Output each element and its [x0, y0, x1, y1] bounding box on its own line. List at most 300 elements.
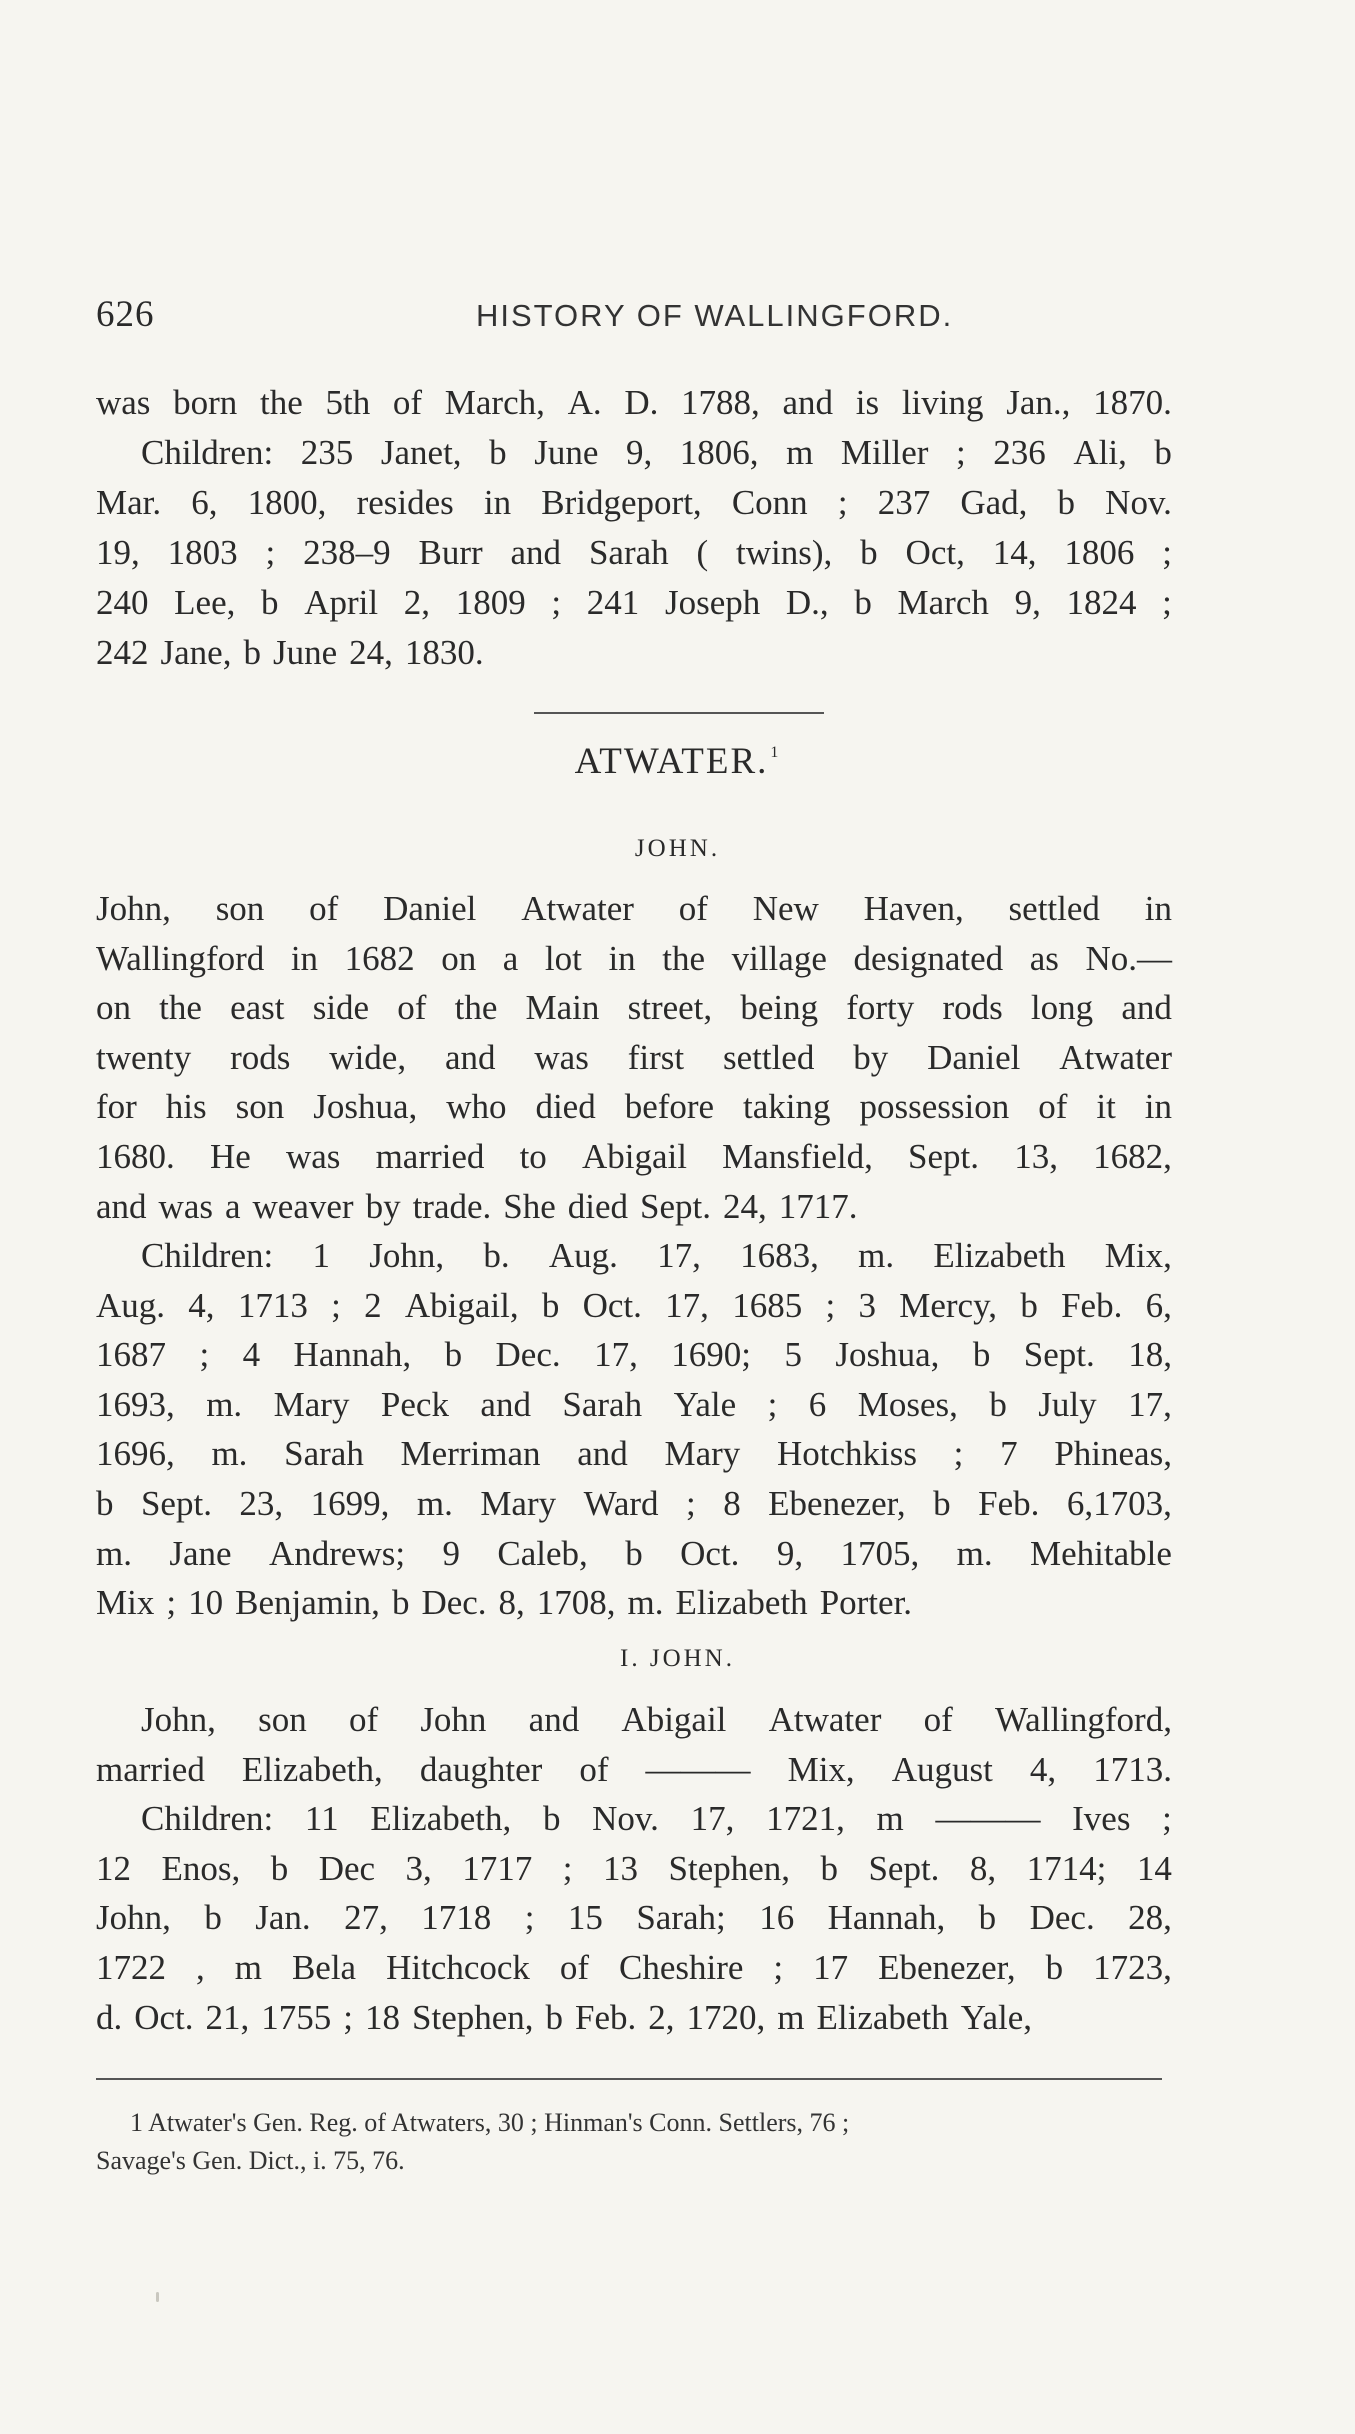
word: and	[444, 1037, 496, 1077]
word: of	[309, 889, 339, 928]
word: rods	[942, 988, 1003, 1028]
text-line	[96, 1695, 1172, 1745]
word: Gad,	[960, 483, 1028, 522]
word: 17,	[1128, 1384, 1172, 1424]
word: in	[1144, 889, 1172, 928]
word: 1713.	[1093, 1749, 1172, 1789]
word: 1720,	[686, 1997, 766, 2037]
word: Oct,	[905, 533, 965, 572]
word: was	[96, 383, 151, 422]
page-number: 626	[96, 294, 155, 335]
word: and	[96, 1186, 147, 1226]
word: 17,	[594, 1335, 638, 1375]
word: ;	[343, 1997, 354, 2037]
word: March	[897, 583, 989, 622]
word: Wallingford	[96, 938, 265, 978]
word: Ali,	[1073, 433, 1127, 472]
word: Ward	[583, 1483, 659, 1523]
word: ———	[645, 1749, 751, 1789]
word: b.	[483, 1236, 510, 1275]
word: 1806,	[679, 433, 759, 472]
word: July	[1038, 1384, 1097, 1424]
word: 1721,	[766, 1799, 845, 1839]
word: was	[534, 1037, 589, 1077]
word: of	[392, 383, 423, 422]
word: b	[1020, 1285, 1038, 1325]
word: Porter.	[819, 1583, 913, 1623]
word: Sarah	[284, 1434, 364, 1474]
word: m	[777, 1997, 805, 2037]
word: before	[624, 1087, 715, 1127]
word: m.	[211, 1434, 248, 1474]
word: Atwater	[768, 1700, 882, 1739]
word: Jan.,	[1006, 383, 1071, 422]
word: b	[1045, 1947, 1064, 1987]
word: Daniel	[927, 1037, 1021, 1077]
word: Feb.	[1061, 1285, 1123, 1325]
word: 240	[96, 583, 149, 622]
word: Peck	[380, 1384, 449, 1424]
word: 2,	[403, 583, 431, 622]
subheading-john: JOHN.	[634, 835, 721, 862]
text-line	[96, 1082, 1172, 1132]
word: Bridgeport,	[541, 483, 702, 522]
word: the	[454, 988, 498, 1028]
word: rods	[230, 1037, 291, 1077]
word: Cheshire	[619, 1947, 744, 1987]
text-line	[96, 578, 1172, 628]
word: b	[820, 1848, 838, 1888]
word: long	[1030, 988, 1094, 1028]
paragraph-i-john	[96, 1695, 1172, 2042]
word: street,	[627, 988, 713, 1028]
word: 8,	[969, 1848, 997, 1888]
word: possession	[859, 1087, 1010, 1127]
word: Joseph	[664, 583, 761, 622]
word: June	[272, 633, 338, 672]
word: 1806	[1064, 533, 1135, 572]
word: wide,	[329, 1037, 407, 1077]
word: 9,	[625, 433, 653, 472]
word: b	[541, 1285, 560, 1325]
word: ,	[195, 1947, 205, 1987]
word: Burr	[418, 533, 483, 572]
paragraph-john	[96, 884, 1172, 1231]
word: 11	[304, 1799, 339, 1839]
footnote-line: Savage's Gen. Dict., i. 75, 76.	[96, 2146, 405, 2175]
word: ;	[551, 583, 562, 622]
word: ;	[685, 1483, 696, 1523]
word: resides	[356, 483, 454, 522]
word: 1718	[421, 1898, 492, 1938]
word: Elizabeth,	[370, 1799, 512, 1839]
text-line	[96, 884, 1172, 934]
word: of	[923, 1700, 953, 1739]
word: Atwater	[521, 889, 634, 928]
text-line	[96, 1330, 1172, 1380]
word: 1708,	[536, 1583, 616, 1623]
footnote-line: 1 Atwater's Gen. Reg. of Atwaters, 30 ; Hinman's Conn. Settlers, 76 ;	[130, 2108, 850, 2137]
word: Sarah	[588, 533, 669, 572]
word: ;	[1162, 1799, 1172, 1839]
word: March,	[444, 383, 545, 422]
word: Children:	[141, 1236, 274, 1275]
text-line	[96, 1380, 1172, 1430]
word: Elizabeth	[675, 1583, 808, 1623]
word: Feb.	[978, 1483, 1040, 1523]
word: Dec	[318, 1848, 376, 1888]
word: 9,	[1014, 583, 1041, 622]
word: 1699,	[310, 1483, 390, 1523]
word: 1693,	[96, 1384, 175, 1424]
word: 1696,	[96, 1434, 175, 1474]
word: 1714;	[1026, 1848, 1107, 1888]
word: Hannah,	[827, 1898, 946, 1938]
word: is	[855, 383, 880, 422]
word: A.	[567, 383, 602, 422]
word: Ives	[1072, 1799, 1131, 1839]
word: of	[348, 1700, 379, 1739]
text-line	[96, 1033, 1172, 1083]
word: 7	[1000, 1434, 1018, 1474]
word: living	[901, 383, 984, 422]
word: Main	[525, 988, 600, 1028]
word: Abigail,	[404, 1285, 519, 1325]
word: by	[853, 1037, 889, 1077]
word: Haven,	[863, 889, 964, 928]
word: 8,	[498, 1583, 525, 1623]
word: weaver	[252, 1186, 354, 1226]
word: 1705,	[840, 1533, 920, 1573]
word: settled	[1008, 889, 1100, 928]
word: Joshua,	[835, 1335, 940, 1375]
word: 17,	[657, 1236, 701, 1275]
word: He	[209, 1136, 251, 1176]
word: as	[1029, 938, 1059, 978]
word: Oct.	[582, 1285, 642, 1325]
word: 235	[300, 433, 354, 472]
word: Yale	[673, 1384, 737, 1424]
word: Phineas,	[1054, 1434, 1172, 1474]
word: Sarah;	[636, 1898, 726, 1938]
word: b	[96, 1483, 114, 1523]
word: 1680.	[96, 1136, 175, 1176]
word: ;	[265, 533, 276, 572]
word: Yale,	[960, 1997, 1033, 2037]
word: 17,	[665, 1285, 709, 1325]
word: Sarah	[562, 1384, 643, 1424]
word: b	[1057, 483, 1076, 522]
word: a	[502, 938, 519, 978]
word: b	[1154, 433, 1172, 472]
word: Hitchcock	[386, 1947, 530, 1987]
word: ;	[562, 1848, 573, 1888]
word: 16	[759, 1898, 795, 1938]
word: 1803	[167, 533, 238, 572]
word: b	[854, 583, 872, 622]
word: Benjamin,	[235, 1583, 380, 1623]
word: son	[235, 1087, 285, 1127]
word: village	[731, 938, 827, 978]
word: b	[270, 1848, 289, 1888]
word: 9,	[776, 1533, 804, 1573]
word: 242	[96, 633, 149, 672]
word: August	[891, 1749, 993, 1789]
word: 237	[877, 483, 931, 522]
text-line	[96, 428, 1172, 478]
word: b	[542, 1799, 561, 1839]
text-line	[96, 628, 1172, 678]
paper-speck	[156, 2292, 159, 2302]
word: Children:	[141, 433, 274, 472]
word: east	[230, 988, 285, 1028]
word: 6,	[1145, 1285, 1172, 1325]
text-line	[96, 1893, 1172, 1943]
word: and	[577, 1434, 628, 1474]
text-line	[96, 1529, 1172, 1579]
word: 10	[188, 1583, 224, 1623]
word: of	[678, 889, 708, 928]
word: first	[627, 1037, 685, 1077]
word: 17	[813, 1947, 849, 1987]
word: 4	[242, 1335, 261, 1375]
word: to	[519, 1136, 547, 1176]
word: ;	[166, 1583, 177, 1623]
word: ;	[767, 1384, 778, 1424]
word: 8	[723, 1483, 741, 1523]
word: Jane,	[160, 633, 232, 672]
word: 1682,	[1093, 1136, 1172, 1176]
word: Mercy,	[899, 1285, 998, 1325]
word: twenty	[96, 1037, 192, 1077]
word: She	[503, 1186, 556, 1226]
word: m.	[858, 1236, 895, 1275]
word: John,	[369, 1236, 445, 1275]
word: 17,	[690, 1799, 735, 1839]
word: was	[285, 1136, 341, 1176]
word: m	[786, 433, 814, 472]
text-line	[96, 1281, 1172, 1331]
word: ;	[1162, 583, 1172, 622]
word: Stephen,	[412, 1997, 534, 2037]
word: Mix,	[1104, 1236, 1172, 1275]
word: 1788,	[681, 383, 760, 422]
word: b	[261, 583, 279, 622]
section-title	[0, 740, 1355, 783]
footnote	[96, 2104, 1156, 2180]
word: married	[375, 1136, 485, 1176]
word: Bela	[291, 1947, 357, 1987]
word: 4,	[188, 1285, 215, 1325]
text-line	[96, 1943, 1172, 1993]
word: 5th	[325, 383, 371, 422]
word: Mix	[96, 1583, 155, 1623]
word: Elizabeth,	[241, 1749, 383, 1789]
word: Moses,	[857, 1384, 958, 1424]
word: son	[215, 889, 265, 928]
text-line	[96, 1231, 1172, 1281]
word: No.—	[1085, 938, 1172, 978]
word: 1830.	[404, 633, 484, 672]
word: in	[608, 938, 636, 978]
word: 1713	[237, 1285, 308, 1325]
word: b	[391, 1583, 410, 1623]
word: 23,	[239, 1483, 284, 1523]
word: in	[483, 483, 512, 522]
word: ;	[953, 1434, 964, 1474]
word: 4,	[1029, 1749, 1057, 1789]
word: Enos,	[161, 1848, 241, 1888]
word: 18,	[1128, 1335, 1172, 1375]
footnote-marker: 1	[770, 744, 781, 761]
word: Aug.	[548, 1236, 618, 1275]
word: b	[933, 1483, 951, 1523]
word: Abigail	[621, 1700, 727, 1739]
word: Mary	[480, 1483, 557, 1523]
word: Miller	[840, 433, 929, 472]
word: 3	[858, 1285, 876, 1325]
word: ;	[1162, 533, 1172, 572]
word: for	[96, 1087, 137, 1127]
word: 6,	[191, 483, 218, 522]
word: b	[489, 433, 507, 472]
word: April	[304, 583, 379, 622]
word: Atwater	[1059, 1037, 1172, 1077]
text-line	[96, 1993, 1172, 2043]
word: a	[224, 1186, 241, 1226]
word: Mansfield,	[722, 1136, 873, 1176]
paragraph-children	[96, 1231, 1172, 1628]
word: daughter	[419, 1749, 543, 1789]
word: Oct.	[680, 1533, 740, 1573]
text-line	[96, 1182, 1172, 1232]
word: 1722	[96, 1947, 166, 1987]
text-line	[96, 1429, 1172, 1479]
word: m.	[206, 1384, 243, 1424]
word: John	[420, 1700, 487, 1739]
section-title-text: ATWATER.	[574, 741, 769, 782]
word: 12	[96, 1848, 131, 1888]
word: b	[978, 1898, 997, 1938]
word: Caleb,	[497, 1533, 588, 1573]
word: 2	[364, 1285, 382, 1325]
word: b	[444, 1335, 463, 1375]
word: b	[972, 1335, 991, 1375]
word: 3,	[405, 1848, 432, 1888]
word: Nov.	[592, 1799, 659, 1839]
text-line	[96, 934, 1172, 984]
word: and	[480, 1384, 531, 1424]
word: Andrews;	[269, 1533, 406, 1573]
word: 28,	[1128, 1898, 1172, 1938]
footnote-divider	[96, 2078, 1162, 2080]
word: 1717.	[778, 1186, 858, 1226]
word: 27,	[344, 1898, 388, 1938]
text-line	[96, 378, 1172, 428]
word: Sept.	[868, 1848, 940, 1888]
section-divider	[534, 712, 824, 714]
word: trade.	[412, 1186, 492, 1226]
word: 2,	[648, 1997, 675, 2037]
word: ;	[331, 1285, 341, 1325]
word: Dec.	[495, 1335, 561, 1375]
word: on	[441, 938, 477, 978]
word: being	[740, 988, 819, 1028]
word: ;	[955, 433, 966, 472]
word: 1755	[261, 1997, 332, 2037]
word: forty	[846, 988, 915, 1028]
word: Feb.	[575, 1997, 637, 2037]
word: Oct.	[134, 1997, 194, 2037]
word: Mix,	[787, 1749, 855, 1789]
word: m	[234, 1947, 262, 1987]
word: Ebenezer,	[878, 1947, 1016, 1987]
word: 19,	[96, 533, 140, 572]
word: Mary	[273, 1384, 350, 1424]
word: Mary	[664, 1434, 741, 1474]
word: John,	[96, 889, 171, 928]
word: John,	[141, 1700, 216, 1739]
word: 14	[1136, 1848, 1172, 1888]
word: Hotchkiss	[776, 1434, 917, 1474]
word: 1	[312, 1236, 330, 1275]
word: son	[258, 1700, 307, 1739]
word: 1800,	[247, 483, 327, 522]
word: 241	[586, 583, 640, 622]
word: born	[173, 383, 238, 422]
word: June	[534, 433, 599, 472]
word: Joshua,	[313, 1087, 418, 1127]
word: married	[96, 1749, 205, 1789]
word: b	[860, 533, 878, 572]
word: in	[290, 938, 319, 978]
word: Children:	[141, 1799, 274, 1839]
text-line	[96, 1132, 1172, 1182]
word: Sept.	[140, 1483, 212, 1523]
word: 24,	[349, 633, 393, 672]
word: (	[696, 533, 709, 572]
text-line	[96, 1578, 1172, 1628]
word: b	[243, 633, 261, 672]
word: 6	[808, 1384, 827, 1424]
word: Jan.	[255, 1898, 311, 1938]
text-line	[96, 1745, 1172, 1795]
word: Elizabeth	[816, 1997, 949, 2037]
word: 1723,	[1093, 1947, 1172, 1987]
word: Wallingford,	[994, 1700, 1172, 1739]
word: who	[446, 1087, 507, 1127]
word: Sept.	[908, 1136, 980, 1176]
word: 238–9	[303, 533, 391, 572]
word: and	[1121, 988, 1172, 1028]
word: Ebenezer,	[768, 1483, 906, 1523]
word: ;	[837, 483, 848, 522]
word: 1687	[96, 1335, 166, 1375]
word: 236	[993, 433, 1046, 472]
word: Mehitable	[1030, 1533, 1172, 1573]
word: Stephen,	[668, 1848, 790, 1888]
word: b	[545, 1997, 564, 2037]
word: ;	[773, 1947, 784, 1987]
word: b	[989, 1384, 1007, 1424]
word: of	[1038, 1087, 1068, 1127]
word: taking	[743, 1087, 831, 1127]
word: 1685	[732, 1285, 803, 1325]
text-line	[96, 983, 1172, 1033]
word: Janet,	[380, 433, 462, 472]
word: ;	[199, 1335, 210, 1375]
word: by	[365, 1186, 401, 1226]
